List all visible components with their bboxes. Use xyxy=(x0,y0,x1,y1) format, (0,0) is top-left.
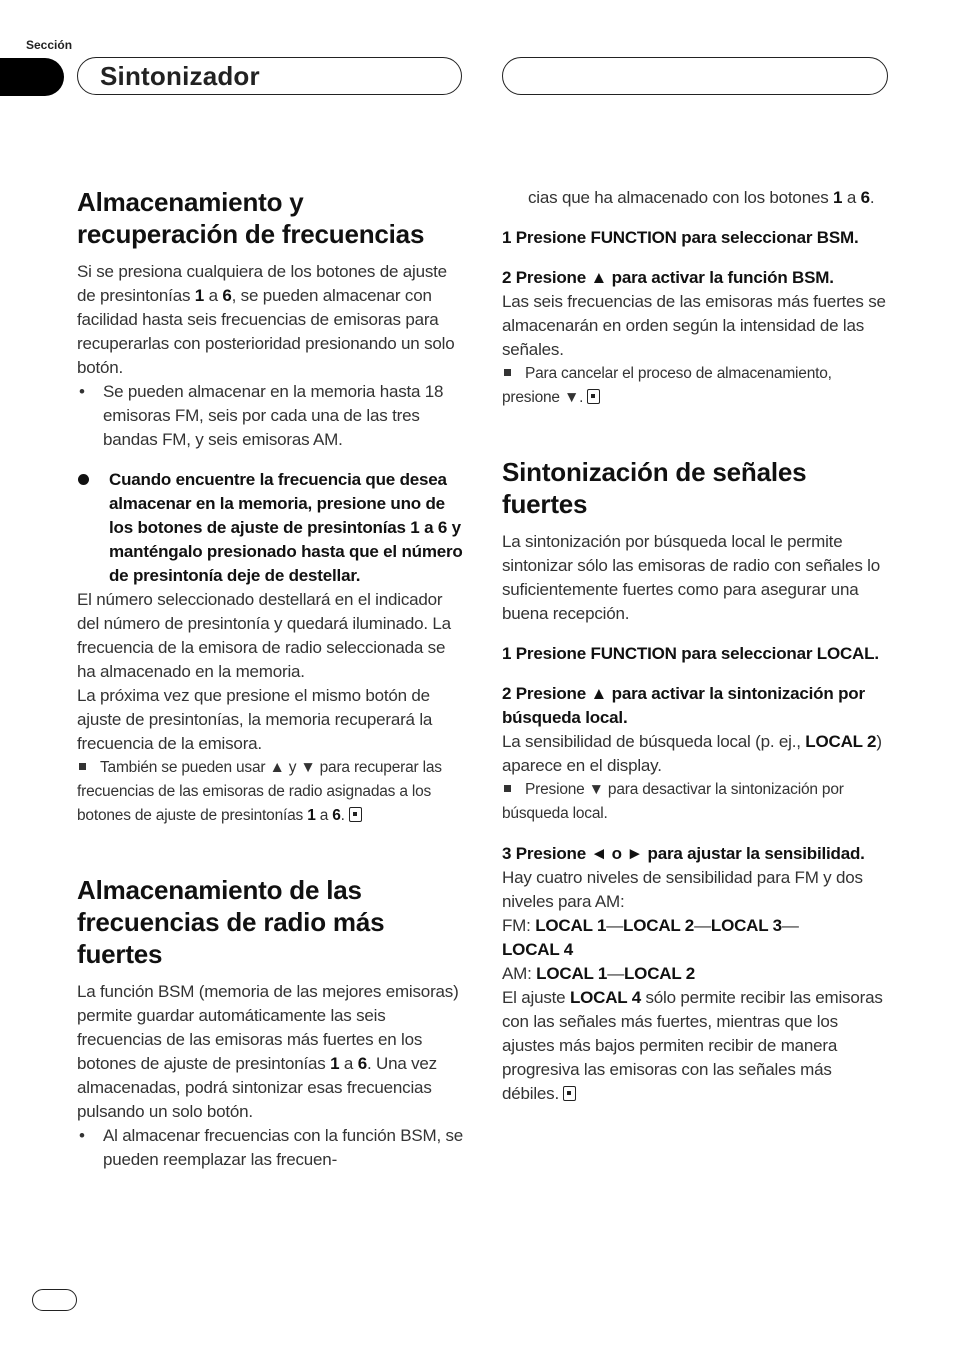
heading-local: Sintonización de señales fuertes xyxy=(502,457,807,519)
paragraph-flashing: El número seleccionado destellará en el indicador del número de presintonía y quedará iluminado. La frecuencia de la emisora de radio seleccionada se ha almacenado en la memoria. xyxy=(77,590,451,681)
intro-paragraph: Si se presiona cualquiera de los botones de ajuste de presintonías 1 a 6, se pueden almacenar con facilidad hasta seis frecuencias de emisoras para recuperarlas con posterioridad presionando un solo botón. xyxy=(77,262,455,377)
bsm-step-2: 2 Presione ▲ para activar la función BSM. xyxy=(502,268,834,287)
local-sensitivity-paragraph: La sensibilidad de búsqueda local (p. ej., LOCAL 2) aparece en el display. xyxy=(502,732,882,775)
note-item: Para cancelar el proceso de almacenamiento, presione ▼. xyxy=(502,365,832,406)
note-item: Presione ▼ para desactivar la sintonización por búsqueda local. xyxy=(502,781,844,822)
section-title-box xyxy=(77,57,462,95)
note-square-icon xyxy=(504,785,511,792)
bullet-item: • Se pueden almacenar en la memoria hasta 18 emisoras FM, seis por cada una de las tres bandas FM, y seis emisoras AM. xyxy=(79,382,444,449)
section-title: Sintonizador xyxy=(100,61,260,91)
levels-paragraph: Hay cuatro niveles de sensibilidad para FM y dos niveles para AM: xyxy=(502,868,863,911)
final-paragraph: El ajuste LOCAL 4 sólo permite recibir las emisoras con las señales más fuertes, mientras que los ajustes más bajos permiten recibir de manera progresiva las emisoras con las señales más débiles. xyxy=(502,988,883,1103)
local-step-1: 1 Presione FUNCTION para seleccionar LOCAL. xyxy=(502,644,879,663)
right-column xyxy=(502,186,889,1106)
end-mark-icon xyxy=(563,1086,576,1101)
bullet-item: • Al almacenar frecuencias con la función BSM, se pueden reemplazar las frecuen- xyxy=(79,1126,464,1169)
end-mark-icon xyxy=(349,807,362,822)
note-square-icon xyxy=(79,763,86,770)
bsm-paragraph: Las seis frecuencias de las emisoras más fuertes se almacenarán en orden según la intensidad de las señales. xyxy=(502,292,886,359)
heading-bsm: Almacenamiento de las frecuencias de radio más fuertes xyxy=(77,875,385,969)
paragraph-recall: La próxima vez que presione el mismo botón de ajuste de presintonías, la memoria recuperará la frecuencia de la emisora. xyxy=(77,686,433,753)
section-number-tab xyxy=(0,58,64,96)
header-right-box xyxy=(502,57,888,95)
note-square-icon xyxy=(504,369,511,376)
page-number-oval xyxy=(32,1289,77,1311)
local-step-3: 3 Presione ◄ o ► para ajustar la sensibilidad. xyxy=(502,844,865,863)
local-intro-paragraph: La sintonización por búsqueda local le permite sintonizar sólo las emisoras de radio con señales lo suficientemente fuertes como para asegurar una buena recepción. xyxy=(502,532,880,623)
step-circle: Cuando encuentre la frecuencia que desea almacenar en la memoria, presione uno de los botones de ajuste de presintonías 1 a 6 y manténgalo presionado hasta que el número de presintonía deje de destellar. xyxy=(77,468,464,588)
section-label: Sección xyxy=(26,38,73,52)
bullet-continuation: cias que ha almacenado con los botones 1 a 6. xyxy=(528,188,875,207)
left-column xyxy=(77,186,464,1172)
bsm-step-1: 1 Presione FUNCTION para seleccionar BSM. xyxy=(502,228,859,247)
bsm-intro-paragraph: La función BSM (memoria de las mejores emisoras) permite guardar automáticamente las seis frecuencias de las emisoras más fuertes en los botones de ajuste de presintonías 1 a 6. Una vez almacenadas, podrá sintonizar esas frecuencias pulsando un solo botón. xyxy=(77,982,459,1121)
heading-store-recall: Almacenamiento y recuperación de frecuencias xyxy=(77,187,425,249)
am-levels: AM: LOCAL 1—LOCAL 2 xyxy=(502,964,696,983)
note-item: También se pueden usar ▲ y ▼ para recuperar las frecuencias de las emisoras de radio asignadas a los botones de ajuste de presintonías 1 a 6. xyxy=(77,759,442,824)
bullet-circle-icon xyxy=(78,474,89,485)
end-mark-icon xyxy=(587,389,600,404)
local-step-2: 2 Presione ▲ para activar la sintonización por búsqueda local. xyxy=(502,684,865,727)
fm-levels: FM: LOCAL 1—LOCAL 2—LOCAL 3— LOCAL 4 xyxy=(502,916,799,959)
